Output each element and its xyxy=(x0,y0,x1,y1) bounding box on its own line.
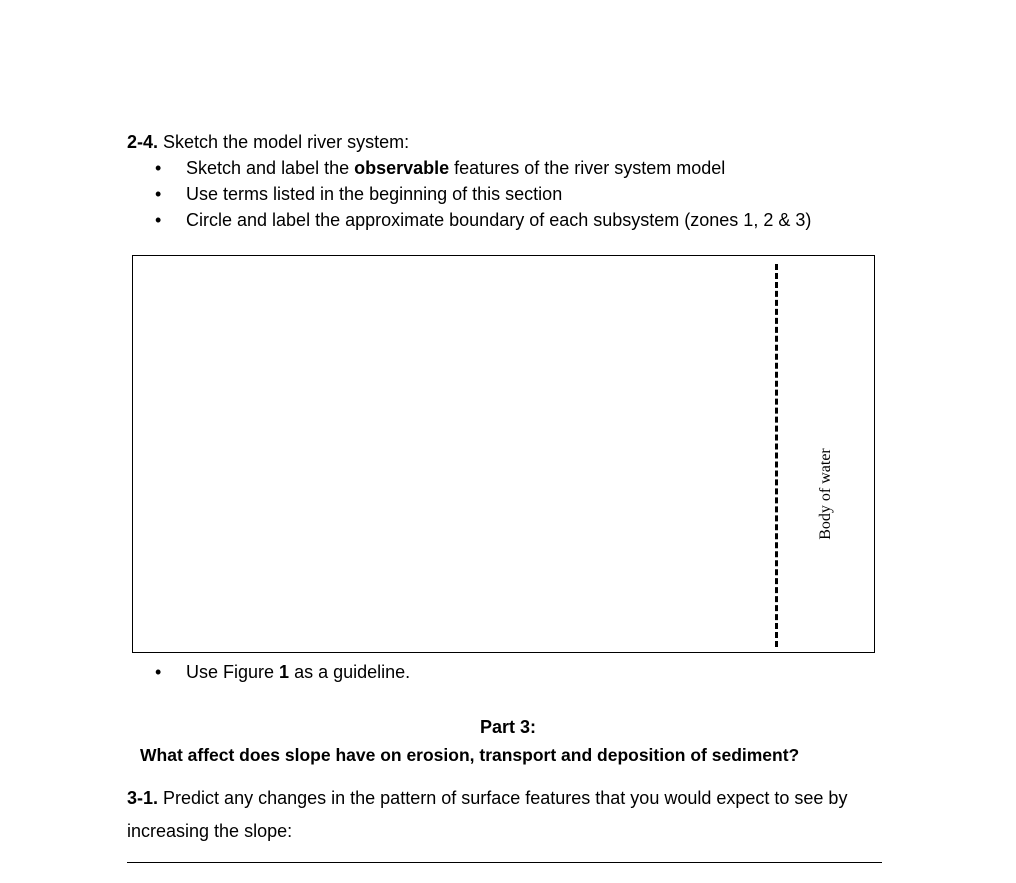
bullet-bold-text: observable xyxy=(354,158,450,178)
bullet-bold-text: 1 xyxy=(279,662,290,682)
sketch-area[interactable] xyxy=(132,255,875,653)
bullet-text: Use Figure xyxy=(186,662,280,682)
bullet-text-end: features of the river system model xyxy=(449,158,726,178)
answer-line[interactable] xyxy=(127,862,882,863)
bullet-text: Circle and label the approximate boundary of each subsystem (zones 1, 2 & 3) xyxy=(186,210,812,230)
part-title: Part 3: xyxy=(479,717,537,737)
question-number: 3-1. xyxy=(127,788,159,808)
bullet-icon: • xyxy=(155,184,162,204)
bullet-text: Sketch and label the xyxy=(186,158,355,178)
bullet-item xyxy=(155,157,725,179)
question-3-1 xyxy=(127,782,897,848)
bullet-text: Use terms listed in the beginning of this section xyxy=(186,184,563,204)
question-number: 2-4. xyxy=(127,132,159,152)
bullet-item xyxy=(155,209,811,231)
bullet-text-end: as a guideline. xyxy=(289,662,411,682)
guideline-bullet xyxy=(155,661,410,683)
bullet-item xyxy=(155,183,562,205)
question-2-4 xyxy=(127,131,409,153)
bullet-icon: • xyxy=(155,662,162,682)
part-question-heading: What affect does slope have on erosion, transport and deposition of sediment? xyxy=(140,745,800,765)
question-text: Predict any changes in the pattern of surface features that you would expect to see by increasing the slope: xyxy=(127,788,848,841)
bullet-icon: • xyxy=(155,210,162,230)
question-text: Sketch the model river system: xyxy=(158,132,410,152)
bullet-icon: • xyxy=(155,158,162,178)
shoreline-dashed-line xyxy=(775,264,778,647)
body-of-water-label: Body of water xyxy=(817,448,834,540)
